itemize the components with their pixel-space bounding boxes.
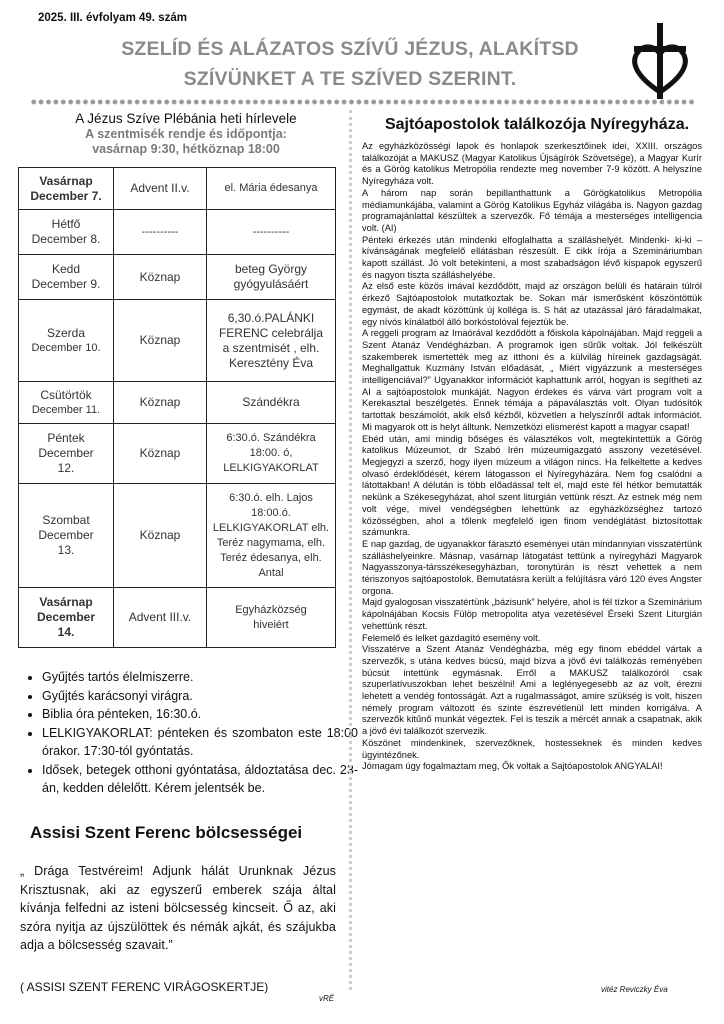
day-cell: Szombat December 13. (19, 484, 114, 588)
day-cell: Hétfő December 8. (19, 210, 114, 255)
day-cell: Szerda December 10. (19, 300, 114, 382)
list-item: • Biblia óra pénteken, 16:30.ó. (42, 705, 358, 724)
assisi-section-title: Assisi Szent Ferenc bölcsességei (30, 823, 303, 842)
table-row (19, 588, 336, 648)
header-divider (30, 99, 696, 105)
type-cell: ---------- (114, 210, 207, 255)
masses-times: vasárnap 9:30, hétköznap 18:00 (92, 142, 280, 156)
intention-cell: beteg György gyógyulásáért (207, 255, 336, 300)
article-paragraph: Az egyházközösségi lapok és honlapok szerkesztőinek idei, XXIII. országos találkozóját a MAKUSZ (Magyar Katolikus Újságírók Szövetsége), a Magyar Kurír és a Görög katolikus Metropólia rendezte meg november 7-9 között. A helyszíne Nyíregyháza volt. (362, 141, 702, 187)
article-paragraph: A reggeli program az Imaórával kezdődött a főiskola kápolnájában. Majd reggeli a Szent Atanáz Vendégházban. A programok igen sűrűk voltak. Jól felkészült szakemberek ismertették meg az itthoni és a külvilág híreinek gazdagságát. Meghallgattuk Kuzmány István előadását, „ Miért vigyázzunk a mesterséges intelligenciával?” Ugyanakkor információt kaphattunk arról, hogyan is segítheti az AI a sajtóapostolok munkáját. Nagyon érdekes és várva várt program volt a Kerekasztal beszélgetés. Ennek témája a pápaválasztás volt. Olyan tudósítók tartottak beszámolót, akik első kézből, közvetlen a helyszínről adtak információt. Mi magyarok ott is helyt álltunk. Nemzetközi elismerést kapott a magyar csapat! (362, 328, 702, 432)
article-paragraph: Ebéd után, ami mindig bőséges és választékos volt, megtekintettük a Görög katolikus Múzeumot, dr Szabó Irén múzeumigazgató asszony vezetésével. Megjegyzi a szerző, hogy ilyen múzeum a világon nincs. Ha felkeltette a kedves olvasó érdeklődését, kérem látogasson el Nyíregyházára. Nem fog csalódni a látottakban! A délután is több előadással telt el, majd este fél hétkor bemutatták nekünk a Székesegyházat, ahol szent liturgián vettünk részt. Az estnek még nem volt vége, mivel vendégségben lehettünk az egyházközséghez tartozó közösségben, ahol a tőlenk megfelelő igen finom vendéglátást biztosítottak számunkra. (362, 433, 702, 538)
day-cell: Csütörtök December 11. (19, 382, 114, 424)
list-item: • LELKIGYAKORLAT: pénteken és szombaton este 18:00 órakor. 17:30-tól gyóntatás. (42, 724, 358, 761)
article-paragraph: Jómagam úgy fogalmaztam meg, Ők voltak a Sajtóapostolok ANGYALAI! (362, 761, 663, 772)
table-row (19, 424, 336, 484)
day-cell: Kedd December 9. (19, 255, 114, 300)
list-item: • Idősek, betegek otthoni gyóntatása, áldoztatása dec. 23-án, kedden délelőtt. Kérem jelentsék be. (42, 761, 358, 798)
table-row (19, 382, 336, 424)
type-cell: Köznap (114, 382, 207, 424)
mass-schedule-table (18, 167, 336, 648)
list-item: • Gyűjtés karácsonyi virágra. (42, 687, 358, 706)
article-author: vitéz Reviczky Éva (601, 985, 668, 994)
intention-cell: el. Mária édesanya (207, 168, 336, 210)
column-divider (349, 110, 352, 990)
table-row (19, 210, 336, 255)
article-paragraph: E nap gazdag, de ugyanakkor fárasztó eseményei után mindannyian visszatértünk szálláshelyeinkre. Másnap, vasárnap látogatást tettünk a nyíregyházi Magyarok Nagyasszonya-társszékesegyházban, toronytúrán is részt vehettek a nem tériszonyos sajtóapostolok. Bemutatásra került a felújításra váró 120 éves Angster orgona. (362, 538, 702, 596)
intention-cell: 6,30.ó.PALÁNKI FERENC celebrálja a szentmisét , elh. Keresztény Éva (207, 300, 336, 382)
table-row (19, 255, 336, 300)
cross-heart-icon (626, 22, 694, 100)
article-body (362, 141, 702, 773)
article-paragraph: Visszatérve a Szent Atanáz Vendégházba, még egy finom ebéddel vártak a szervezők, s utána kedves búcsú, majd bízva a jövő évi találkozás reményében búcsút intettünk egymásnak. Erről a MAKUSZ találkozóról csak szuperlatívuszokban lehet beszélni! Ami a leglényegesebb az az volt, érezni lehetett a vendég fontosságát. Azt a rugalmasságot, amire szükség is volt, hiszen némely program változott és szinte észrevétlenül lett minden korrigálva. A szervezők kitűnő munkát végeztek. Fel is teszik a mércét annak a csapatnak, akik a jövő évi találkozót szervezik. (362, 644, 702, 737)
intention-cell: 6:30.ó. elh. Lajos 18:00.ó. LELKIGYAKORLAT elh. Teréz nagymama, elh. Teréz édesanya, elh. Antal (207, 484, 336, 588)
masses-title: A szentmisék rendje és időpontja: (85, 127, 287, 141)
intention-cell: Szándékra (207, 382, 336, 424)
article-paragraph: Az első este közös imával kezdődött, majd az országon belüli és határain túlról érkező Sajtóapostolok mutatkoztak be. Sokan már ismerősként köszöntöttük egymást, de akadt közöttünk új kollégа is. S hát az utazással járó fáradalmakat, egy nívós kínálatból álló borkóstolóval fejeztük be. (362, 281, 702, 327)
intention-cell: ---------- (207, 210, 336, 255)
announcement-list (26, 668, 358, 798)
day-cell: Péntek December 12. (19, 424, 114, 484)
parish-name: A Jézus Szíve Plébánia heti hírlevele (75, 111, 297, 126)
table-row (19, 300, 336, 382)
type-cell: Köznap (114, 255, 207, 300)
table-row (19, 484, 336, 588)
editor-signature: vRÉ (319, 994, 335, 1003)
newsletter-intro (20, 110, 352, 157)
intention-cell: 6:30.ó. Szándékra 18:00. ó, LELKIGYAKORLAT (207, 424, 336, 484)
list-item: • Gyűjtés tartós élelmiszerre. (42, 668, 358, 687)
type-cell: Köznap (114, 424, 207, 484)
day-cell: Vasárnap December 14. (19, 588, 114, 648)
headline-line-1: SZELÍD ÉS ALÁZATOS SZÍVŰ JÉZUS, ALAKÍTSD (121, 38, 579, 60)
intention-cell: Egyházközség hiveiért (207, 588, 336, 648)
type-cell: Advent II.v. (114, 168, 207, 210)
table-row (19, 168, 336, 210)
article-title: Sajtóapostolok találkozója Nyíregyháza. (384, 116, 690, 133)
type-cell: Advent III.v. (114, 588, 207, 648)
article-paragraph: Köszönet mindenkinek, szervezőknek, hostesseknek és minden kedves ügyintézőnek. (362, 737, 702, 760)
headline-line-2: SZÍVÜNKET A TE SZÍVED SZERINT. (183, 68, 517, 90)
article-paragraph: Felemelő és lelket gazdagító esemény volt. (362, 632, 541, 643)
article-paragraph: Majd gyalogosan visszatértünk „bázisunk” helyére, ahol is fél tízkor a Szeminárium kápolnájában Kocsis Fülöp metropolita atya vezetésével Érseki Szent Liturgián vehettünk részt. (362, 597, 703, 631)
page-headline (80, 34, 620, 94)
type-cell: Köznap (114, 484, 207, 588)
issue-number: 2025. III. évfolyam 49. szám (38, 12, 187, 24)
assisi-quote: „ Drága Testvéreim! Adjunk hálát Urunknak Jézus Krisztusnak, aki az egyszerű emberek szája által kívánja felfedni az isteni bölcsesség kincseit. Ő az, aki szóra nyitja az újszülöttek és némák ajkát, és szájukba adja a bölcsesség szavait.” (20, 864, 336, 952)
assisi-source: ( ASSISI SZENT FERENC VIRÁGOSKERTJE) (20, 980, 269, 994)
article-paragraph: A három nap során bepillanthattunk a Görögkatolikus Metropólia médiamunkájába, valamint a Görög Katolikus Egyház világába is. Nagyon gazdag programajánlattal készültek a szervezők. Fő témája a mesterséges intelligencia volt. (AI) (362, 187, 702, 233)
day-cell: Vasárnap December 7. (19, 168, 114, 210)
article-paragraph: Pénteki érkezés után mindenki elfoglalhatta a szálláshelyét. Mindenki- ki-ki – kívánságának megfelelő ellátásban részesült. E cikk írója a Szemináriumban kapott szállást. Jó volt betekinteni, a most szabadságon lévő kispapok egyszerű és nagyon tiszta szálláshelyébe. (362, 234, 702, 280)
type-cell: Köznap (114, 300, 207, 382)
